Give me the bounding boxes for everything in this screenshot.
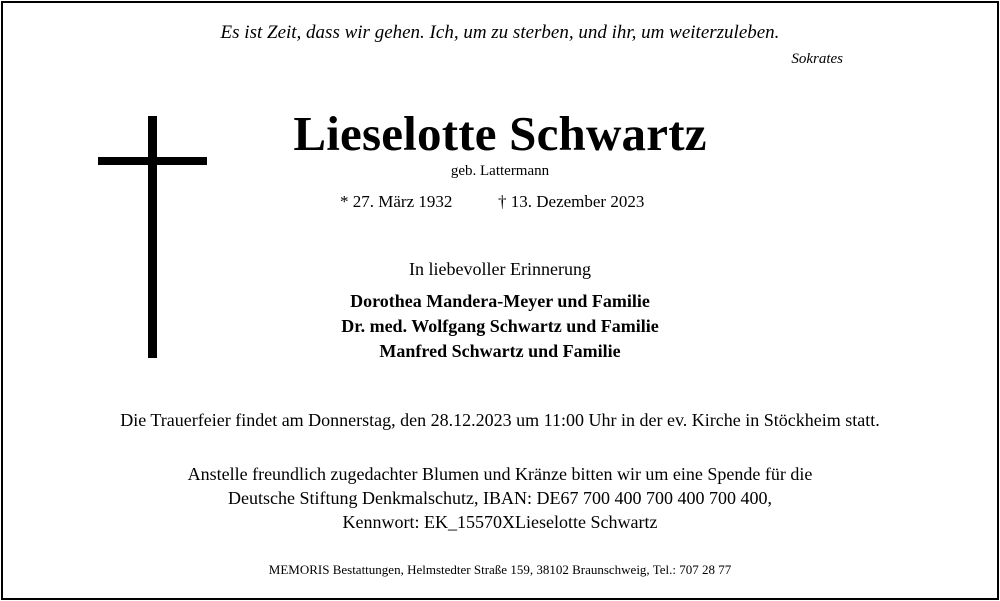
donation-line: Anstelle freundlich zugedachter Blumen und Kränze bitten wir um eine Spende für die [187,464,813,484]
birth-date: * 27. März 1932 [340,192,453,211]
deceased-name: Lieselotte Schwartz [293,106,707,161]
donation-notice [0,462,1000,534]
mourner-family: Dorothea Mandera-Meyer und Familie [350,291,650,311]
donation-line: Deutsche Stiftung Denkmalschutz, IBAN: DE67 700 400 700 400 700 400, [228,488,772,508]
donation-line: Kennwort: EK_15570XLieselotte Schwartz [342,512,658,532]
service-notice: Die Trauerfeier findet am Donnerstag, den 28.12.2023 um 11:00 Uhr in der ev. Kirche in Stöckheim statt. [120,410,880,430]
mourner-family: Dr. med. Wolfgang Schwartz und Familie [341,316,659,336]
funeral-home-footer: MEMORIS Bestattungen, Helmstedter Straße 159, 38102 Braunschweig, Tel.: 707 28 77 [268,562,732,577]
death-date: † 13. Dezember 2023 [498,192,645,211]
memory-intro: In liebevoller Erinnerung [409,259,591,279]
quote-text: Es ist Zeit, dass wir gehen. Ich, um zu sterben, und ihr, um weiterzuleben. [220,22,780,43]
quote-author: Sokrates [791,51,843,67]
mourner-family: Manfred Schwartz und Familie [379,341,621,361]
birth-name: geb. Lattermann [450,163,550,179]
